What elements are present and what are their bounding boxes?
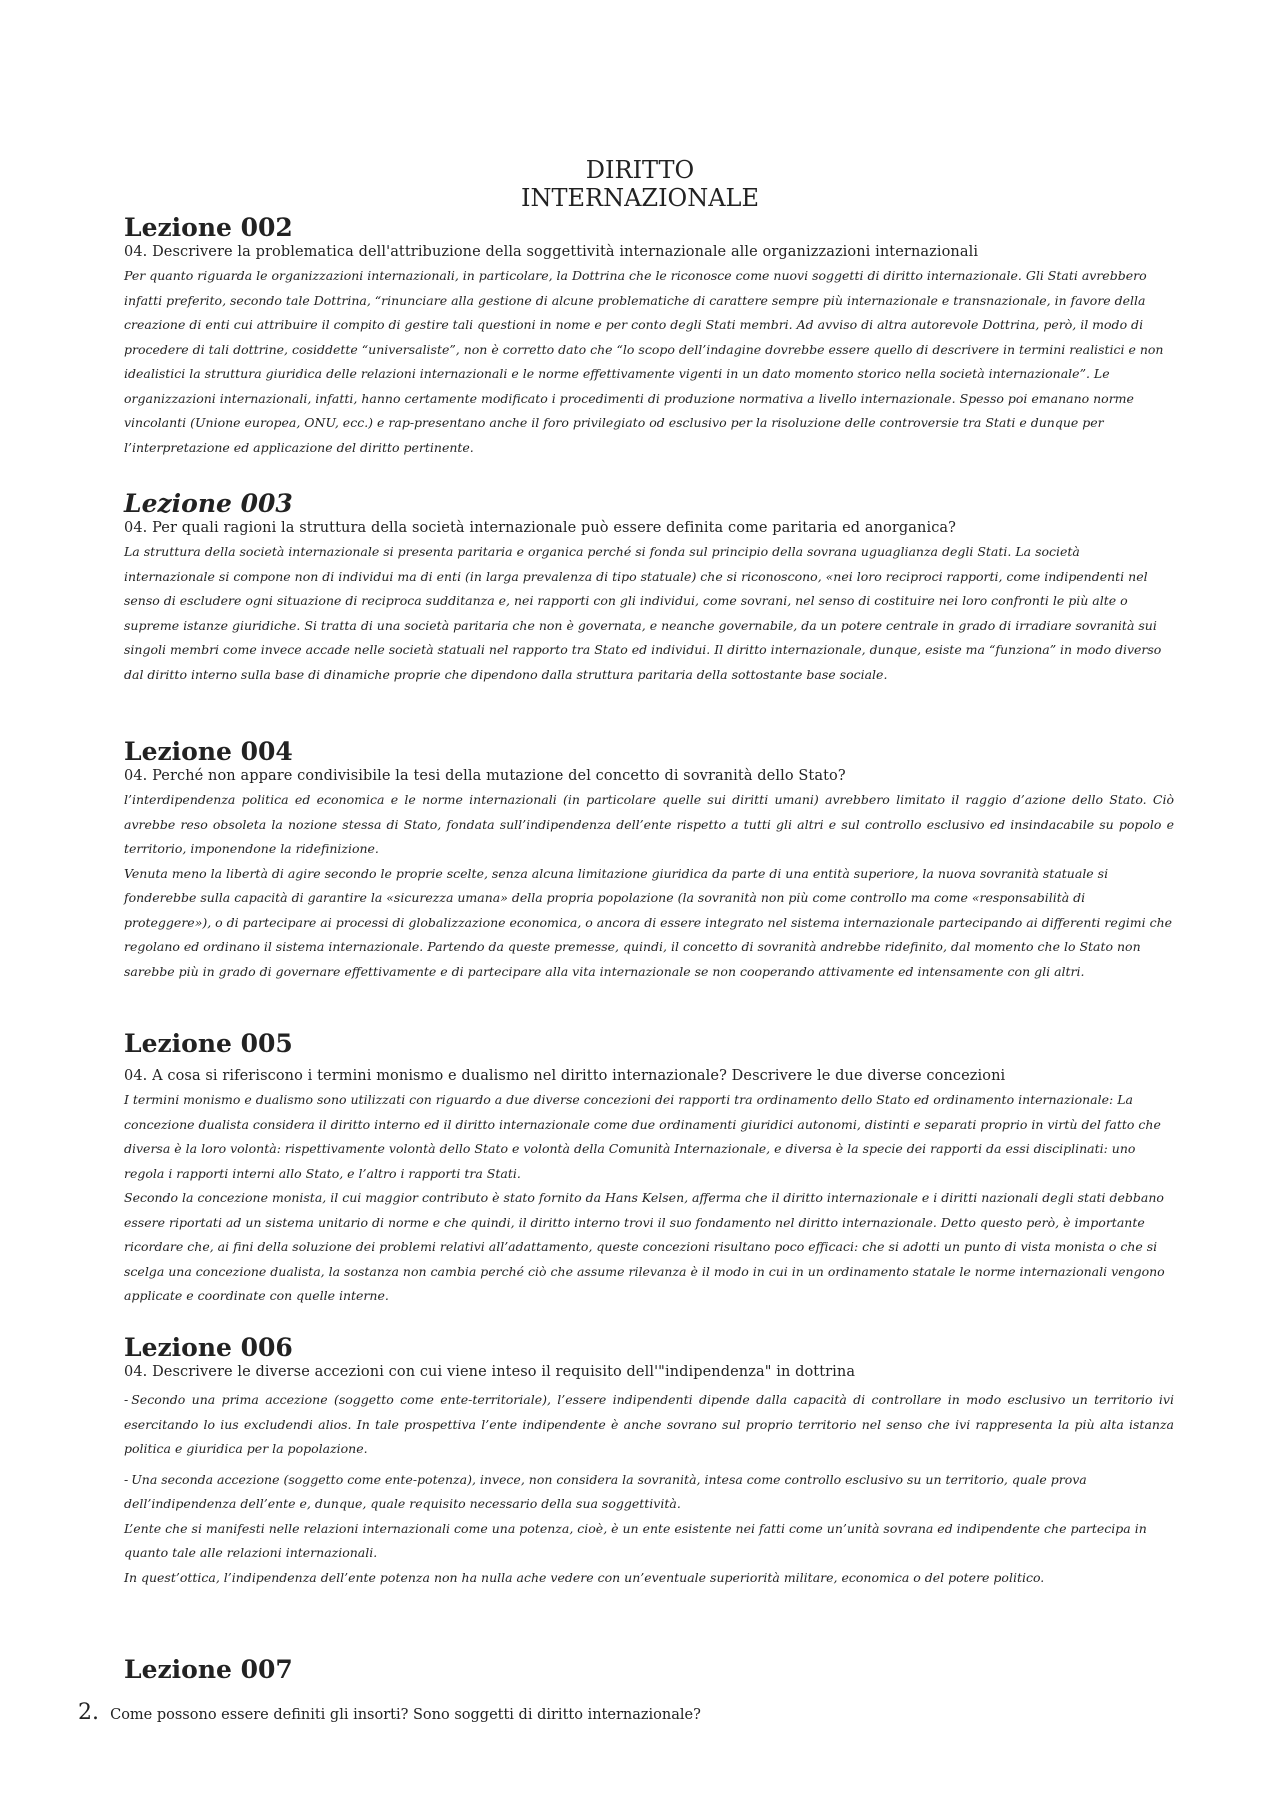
question-text: 04. Descrivere la problematica dell'attribuzione della soggettività internazionale alle organizzazioni internazionali bbox=[124, 244, 979, 260]
answer-paragraph: In quest’ottica, l’indipendenza dell’ente potenza non ha nulla ache vedere con un’eventuale superiorità militare, economica o del potere politico. bbox=[124, 1569, 1045, 1585]
answer-paragraph: Per quanto riguarda le organizzazioni internazionali, in particolare, la Dottrina che le riconosce come nuovi soggetti di diritto internazionale. Gli Stati avrebbero infatti preferito, secondo tale Dottrina, “rinunciare alla gestione di alcune problematiche di carattere sempre più internazionale e transnazionale, in favore della creazione di enti cui attribuire il compito di gestire tali questioni in nome e per conto degli Stati membri. Ad avviso di altra autorevole Dottrina, però, il modo di procedere di tali dottrine, cosiddette “universaliste”, non è corretto dato che “lo scopo dell’indagine dovrebbe essere quello di descrivere in termini realistici e non idealistici la struttura giuridica delle relazioni internazionali e le norme effettivamente vigenti in un dato momento storico nella società internazionale”. Le organizzazioni internazionali, infatti, hanno certamente modificato i procedimenti di produzione normativa a livello internazionale. Spesso poi emanano norme vincolanti (Unione europea, ONU, ecc.) e rap-presentano anche il foro privilegiato od esclusivo per la risoluzione delle controversie tra Stati e dunque per l’interpretazione ed applicazione del diritto pertinente. bbox=[124, 268, 1164, 455]
lesson-heading: Lezione 003 bbox=[124, 489, 293, 518]
answer-paragraph: I termini monismo e dualismo sono utilizzati con riguardo a due diverse concezioni dei rapporti tra ordinamento dello Stato ed ordinamento internazionale: La concezione dualista considera il diritto interno ed il diritto internazionale come due ordinamenti giuridici autonomi, distinti e separati proprio in virtù del fatto che diversa è la loro volontà: rispettivamente volontà dello Stato e volontà della Comunità Internazionale, e diversa è la specie dei rapporti da essi disciplinati: uno regola i rapporti interni allo Stato, e l’altro i rapporti tra Stati. bbox=[124, 1092, 1161, 1181]
dash-paragraph-text: Secondo una prima accezione (soggetto come ente-territoriale), l’essere indipendenti dipende dalla capacità di controllare in modo esclusivo un territorio ivi esercitando lo ius excludendi alios. In tale prospettiva l’ente indipendente è anche sovrano sul proprio territorio nel senso che ivi rappresenta la più alta istanza politica e giuridica per la popolazione. bbox=[124, 1392, 1174, 1456]
answer-paragraph: l’interdipendenza politica ed economica e le norme internazionali (in particolare quelle sui diritti umani) avrebbero limitato il raggio d’azione dello Stato. Ciò avrebbe reso obsoleta la nozione stessa di Stato, fondata sull’indipendenza dell’ente rispetto a tutti gli altri e sul controllo esclusivo ed insindacabile su popolo e territorio, imponendone la ridefinizione. bbox=[124, 792, 1174, 856]
lesson-heading: Lezione 006 bbox=[124, 1333, 293, 1362]
document-title-line-2: INTERNAZIONALE bbox=[520, 184, 760, 212]
section-lezione-007 bbox=[124, 1656, 1174, 1684]
question-text: 04. Descrivere le diverse accezioni con cui viene inteso il requisito dell'"indipendenza" in dottrina bbox=[124, 1364, 856, 1380]
document-title-line-1: DIRITTO bbox=[585, 156, 695, 184]
answer-paragraph: Secondo la concezione monista, il cui maggior contributo è stato fornito da Hans Kelsen, afferma che il diritto internazionale e i diritti nazionali degli stati debbano essere riportati ad un sistema unitario di norme e che quindi, il diritto interno trovi il suo fondamento nel diritto internazionale. Detto questo però, è importante ricordare che, ai fini della soluzione dei problemi relativi all’adattamento, queste concezioni risultano poco efficaci: che si adotti un punto di vista monista o che si scelga una concezione dualista, la sostanza non cambia perché ciò che assume rilevanza è il modo in cui in un ordinamento statale le norme internazionali vengono applicate e coordinate con quelle interne. bbox=[124, 1190, 1165, 1303]
numbered-question bbox=[78, 1700, 701, 1725]
question-text: 04. A cosa si riferiscono i termini monismo e dualismo nel diritto internazionale? Descrivere le due diverse concezioni bbox=[124, 1068, 1006, 1084]
section-lezione-005 bbox=[124, 1030, 1174, 1309]
answer-dash-paragraph bbox=[124, 1388, 1174, 1462]
question-text: Come possono essere definiti gli insorti? Sono soggetti di diritto internazionale? bbox=[110, 1707, 701, 1723]
lesson-heading: Lezione 002 bbox=[124, 213, 293, 242]
lesson-heading: Lezione 005 bbox=[124, 1029, 293, 1058]
answer-paragraph: L’ente che si manifesti nelle relazioni internazionali come una potenza, cioè, è un ente esistente nei fatti come un’unità sovrana ed indipendente che partecipa in quanto tale alle relazioni internazionali. bbox=[124, 1520, 1147, 1560]
dash-marker: - bbox=[124, 1471, 129, 1487]
section-lezione-004 bbox=[124, 738, 1174, 984]
question-text: 04. Per quali ragioni la struttura della società internazionale può essere definita come paritaria ed anorganica? bbox=[124, 520, 957, 536]
section-lezione-006 bbox=[124, 1334, 1174, 1590]
dash-marker: - bbox=[124, 1392, 129, 1407]
answer-paragraph: La struttura della società internazionale si presenta paritaria e organica perché si fonda sul principio della sovrana uguaglianza degli Stati. La società internazionale si compone non di individui ma di enti (in larga prevalenza di tipo statuale) che si riconoscono, «nei loro reciproci rapporti, come indipendenti nel senso di escludere ogni situazione di reciproca sudditanza e, nei rapporti con gli individui, come sovrani, nel senso di costituire nei loro confronti le più alte o supreme istanze giuridiche. Si tratta di una società paritaria che non è governata, e neanche governabile, da un potere centrale in grado di irradiare sovranità sui singoli membri come invece accade nelle società statuali nel rapporto tra Stato ed individui. Il diritto internazionale, dunque, esiste ma “funziona” in modo diverso dal diritto interno sulla base di dinamiche proprie che dipendono dalla struttura paritaria della sottostante base sociale. bbox=[124, 544, 1162, 682]
question-number: 2. bbox=[78, 1700, 99, 1725]
section-lezione-002 bbox=[124, 214, 1174, 460]
lesson-heading: Lezione 007 bbox=[124, 1655, 293, 1684]
answer-dash-paragraph bbox=[124, 1468, 1174, 1517]
lesson-heading: Lezione 004 bbox=[124, 737, 293, 766]
section-lezione-003 bbox=[124, 490, 1174, 687]
question-text: 04. Perché non appare condivisibile la tesi della mutazione del concetto di sovranità dello Stato? bbox=[124, 768, 846, 784]
dash-paragraph-text: Una seconda accezione (soggetto come ente-potenza), invece, non considera la sovranità, intesa come controllo esclusivo su un territorio, quale prova dell’indipendenza dell’ente e, dunque, quale requisito necessario della sua soggettività. bbox=[124, 1471, 1087, 1511]
answer-paragraph: Venuta meno la libertà di agire secondo le proprie scelte, senza alcuna limitazione giuridica da parte di una entità superiore, la nuova sovranità statuale si fonderebbe sulla capacità di garantire la «sicurezza umana» della propria popolazione (la sovranità non più come controllo ma come «responsabilità di proteggere»), o di partecipare ai processi di globalizzazione economica, o ancora di essere integrato nel sistema internazionale partecipando ai differenti regimi che regolano ed ordinano il sistema internazionale. Partendo da queste premesse, quindi, il concetto di sovranità andrebbe ridefinito, dal momento che lo Stato non sarebbe più in grado di governare effettivamente e di partecipare alla vita internazionale se non cooperando attivamente ed intensamente con gli altri. bbox=[124, 865, 1173, 979]
